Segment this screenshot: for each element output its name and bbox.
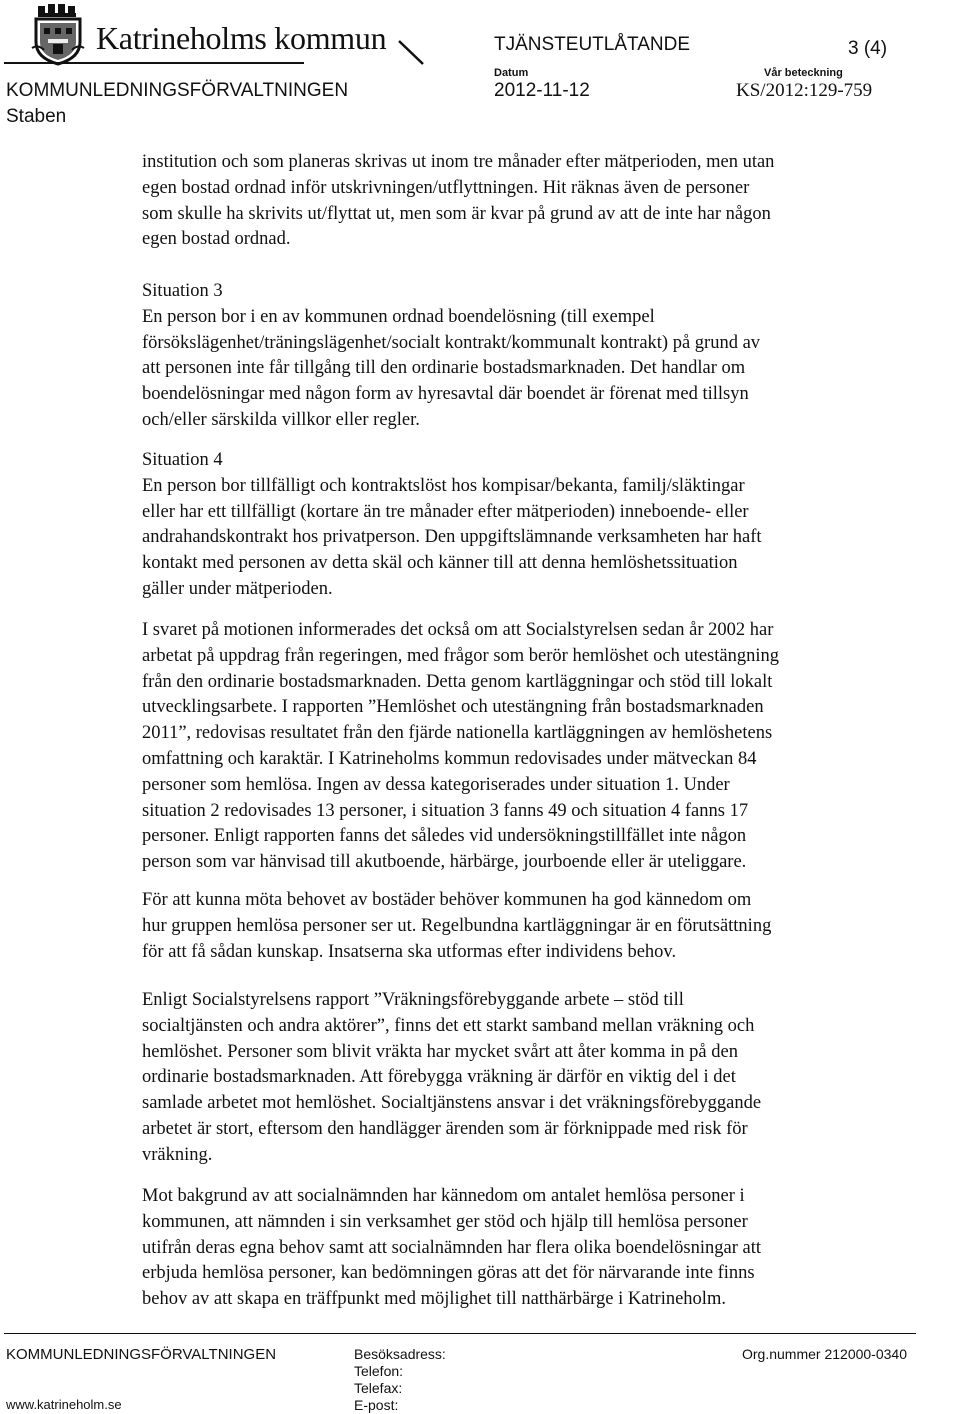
date-label: Datum [494, 67, 529, 79]
paragraph-situation-4: Situation 4 En person bor tillfälligt och kontraktslöst hos kompisar/bekanta, familj/släktingar eller har ett tillfälligt (kortare än tre månader efter mätperioden) inneboende- eller andrahandskontrakt hos privatperson. Den uppgiftslämnande verksamheten har haft kontakt med personen av detta skäl och känner till att denna hemlöshetssituation gäller under mätperioden. [142, 450, 762, 599]
logo-slash-mark [396, 36, 426, 68]
administration-name: KOMMUNLEDNINGSFÖRVALTNINGEN [6, 80, 349, 101]
org-name: Katrineholms kommun [96, 20, 387, 56]
footer-website-link[interactable]: www.katrineholm.se [6, 1397, 122, 1412]
footer-fax-label: Telefax: [354, 1380, 403, 1396]
footer-visit-address-label: Besöksadress: [354, 1346, 446, 1362]
reference-value: KS/2012:129-759 [736, 80, 873, 101]
footer-org-number: Org.nummer 212000-0340 [742, 1346, 907, 1362]
header-rule [4, 62, 304, 64]
paragraph-situation-3: Situation 3 En person bor i en av kommunen ordnad boendelösning (till exempel försökslägenhet/träningslägenhet/socialt kontrakt/kommunalt kontrakt) på grund av att personen inte får tillgång till den ordinarie bostadsmarknaden. Det handlar om boendelösningar med någon form av hyresavtal där boendet är förenat med tillsyn och/eller särskilda villkor eller regler. [142, 281, 761, 430]
paragraph-knowledge-need: För att kunna möta behovet av bostäder behöver kommunen ha god kännedom om hur gruppen hemlösa personer ser ut. Regelbundna kartläggningar är en förutsättning för att få sådan kunskap. Insatserna ska utformas efter individens behov. [142, 890, 772, 962]
footer-rule [4, 1333, 916, 1334]
footer-email-label: E-post: [354, 1397, 399, 1413]
unit-name: Staben [6, 106, 67, 127]
paragraph-conclusion: Mot bakgrund av att socialnämnden har kännedom om antalet hemlösa personer i kommunen, att nämnden i sin verksamhet ger stöd och hjälp till hemlösa personer utifrån deras egna behov samt att socialnämnden har flera olika boendelösningar att erbjuda hemlösa personer, kan bedömningen göras att det för närvarande inte finns behov av att skapa en träffpunkt med möjlighet till natthärbärge i Katrineholm. [142, 1186, 762, 1310]
document-type: TJÄNSTEUTLÅTANDE [494, 34, 691, 55]
footer-phone-label: Telefon: [354, 1363, 404, 1379]
paragraph-eviction-report: Enligt Socialstyrelsens rapport ”Vräkningsförebyggande arbete – stöd till socialtjänsten och andra aktörer”, finns det ett starkt samband mellan vräkning och hemlöshet. Personer som blivit vräkta har mycket svårt att åter komma in på den ordinarie bostadsmarknaden. Att förebygga vräkning är därför en viktig del i det samlade arbetet mot hemlöshet. Socialtjänstens ansvar i det vräkningsförebyggande arbetet är stort, eftersom den handlägger ärenden som är förknippade med risk för vräkning. [142, 990, 762, 1165]
page-number: 3 (4) [848, 38, 888, 59]
paragraph-motion-answer: I svaret på motionen informerades det också om att Socialstyrelsen sedan år 2002 har arbetat på uppdrag från regeringen, med frågor som berör hemlöshet och utestängning från den ordinarie bostadsmarknaden. Detta genom kartläggningar och stöd till lokalt utvecklingsarbete. I rapporten ”Hemlöshet och utestängning från bostadsmarknaden 2011”, redovisas resultatet från den fjärde nationella kartläggningen av hemlöshetens omfattning och karaktär. I Katrineholms kommun redovisades under mätveckan 84 personer som hemlösa. Ingen av dessa kategoriserades under situation 1. Under situation 2 redovisades 13 personer, i situation 3 fanns 49 och situation 4 fanns 17 personer. Enligt rapporten fanns det således vid undersökningstillfället inte någon person som var hänvisad till akutboende, härbärge, jourboende eller är uteliggare. [142, 620, 779, 873]
reference-label: Vår beteckning [764, 67, 843, 79]
footer-administration: KOMMUNLEDNINGSFÖRVALTNINGEN [6, 1346, 277, 1363]
coat-of-arms-logo [30, 4, 86, 66]
paragraph-intro-continuation: institution och som planeras skrivas ut inom tre månader efter mätperioden, men utan egen bostad ordnad inför utskrivningen/utflyttningen. Hit räknas även de personer som skulle ha skrivits ut/flyttat ut, men som är kvar på grund av att de inte har någon egen bostad ordnad. [142, 152, 775, 250]
date-value: 2012-11-12 [494, 80, 590, 101]
